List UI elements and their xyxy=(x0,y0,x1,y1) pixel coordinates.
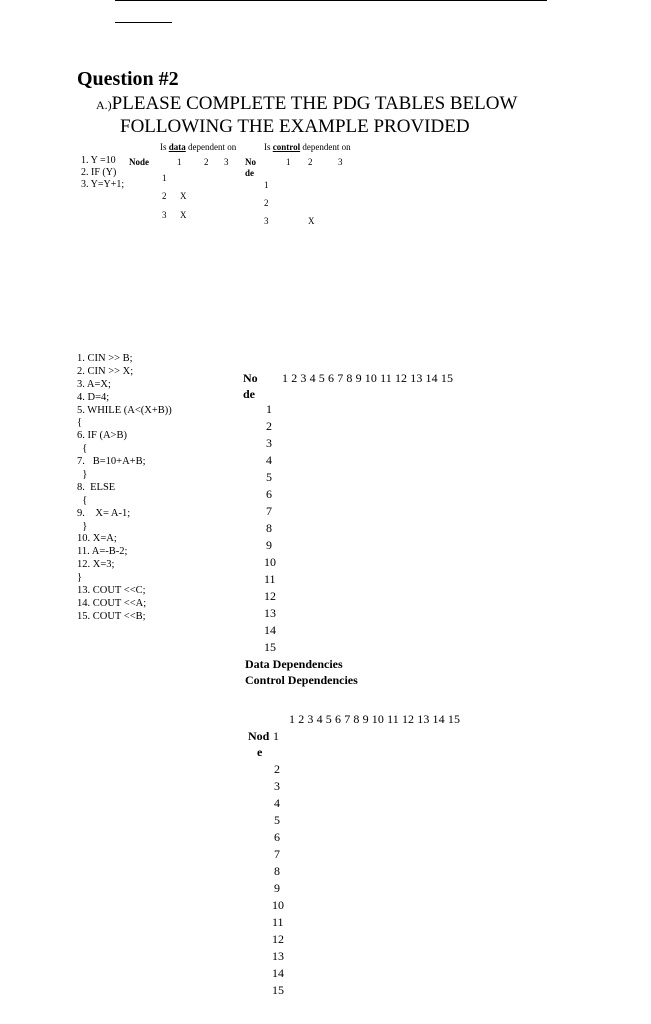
instruction-line-2: FOLLOWING THE EXAMPLE PROVIDED xyxy=(120,116,470,137)
data-dependencies-label: Data Dependencies xyxy=(245,657,343,671)
data-row-number: 13 xyxy=(264,606,276,620)
code-line: 13. COUT <<C; xyxy=(77,585,146,597)
code-line: } xyxy=(77,520,88,532)
control-row-number: 1 xyxy=(273,729,279,743)
control-row-number: 5 xyxy=(274,813,280,827)
code-line: 4. D=4; xyxy=(77,391,110,403)
code-line: } xyxy=(77,572,83,584)
code-line: 1. CIN >> B; xyxy=(77,353,133,364)
short-rule xyxy=(115,22,172,23)
control-row-number: 4 xyxy=(274,796,280,810)
example-code-line: 1. Y =10 xyxy=(81,155,116,166)
data-row-number: 8 xyxy=(266,521,272,535)
code-line: 3. A=X; xyxy=(77,378,111,390)
control-table-node-label: Nod xyxy=(248,729,270,743)
example-control-col: 3 xyxy=(338,157,343,167)
top-rule xyxy=(115,0,547,1)
dependency-mark: X xyxy=(308,216,315,226)
control-row-number: 11 xyxy=(272,915,284,929)
example-data-node-label: Node xyxy=(129,157,149,167)
example-data-row: 1 xyxy=(162,173,167,183)
dependency-mark: X xyxy=(180,210,187,220)
code-line: 11. A=-B-2; xyxy=(77,546,128,558)
control-row-number: 13 xyxy=(272,949,284,963)
example-data-col: 2 xyxy=(204,157,209,167)
example-data-col: 3 xyxy=(224,157,229,167)
data-row-number: 3 xyxy=(266,436,272,450)
example-code-line: 3. Y=Y+1; xyxy=(81,179,125,190)
control-row-number: 6 xyxy=(274,830,280,844)
data-row-number: 9 xyxy=(266,538,272,552)
code-line: 10. X=A; xyxy=(77,533,117,545)
control-dependency-header: Is control dependent on xyxy=(264,142,351,152)
control-row-number: 7 xyxy=(274,847,280,861)
example-data-row: 2 xyxy=(162,191,167,201)
control-row-number: 3 xyxy=(274,779,280,793)
control-row-number: 14 xyxy=(272,966,284,980)
data-row-number: 7 xyxy=(266,504,272,518)
data-row-number: 11 xyxy=(264,572,276,586)
example-control-col: 2 xyxy=(308,157,313,167)
code-line: { xyxy=(77,443,88,455)
control-row-number: 2 xyxy=(274,762,280,776)
data-row-number: 2 xyxy=(266,419,272,433)
data-row-number: 4 xyxy=(266,453,272,467)
code-line: 8. ELSE xyxy=(77,481,116,493)
instruction-line-1 xyxy=(96,93,517,115)
example-control-node-label: No xyxy=(245,157,256,167)
instruction-prefix: A.) xyxy=(96,98,112,112)
data-row-number: 12 xyxy=(264,589,276,603)
control-row-number: 12 xyxy=(272,932,284,946)
control-table-node-label: e xyxy=(257,745,263,759)
example-data-col: 1 xyxy=(177,157,182,167)
code-line: 2. CIN >> X; xyxy=(77,365,134,377)
question-title: Question #2 xyxy=(77,68,179,90)
code-line: 12. X=3; xyxy=(77,559,115,571)
data-row-number: 10 xyxy=(264,555,276,569)
code-line: 7. B=10+A+B; xyxy=(77,456,146,468)
code-line: { xyxy=(77,417,83,429)
control-table-column-header: 1 2 3 4 5 6 7 8 9 10 11 12 13 14 15 xyxy=(289,712,461,726)
example-control-node-label: de xyxy=(245,168,254,178)
control-dependencies-label: Control Dependencies xyxy=(245,673,358,687)
code-line: 6. IF (A>B) xyxy=(77,430,127,442)
control-row-number: 9 xyxy=(274,881,280,895)
code-line: 14. COUT <<A; xyxy=(77,597,147,609)
example-control-row: 1 xyxy=(264,180,269,190)
data-table-node-label: de xyxy=(243,387,255,401)
control-row-number: 10 xyxy=(272,898,284,912)
code-line: 5. WHILE (A<(X+B)) xyxy=(77,404,172,416)
example-code-line: 2. IF (Y) xyxy=(81,167,117,178)
code-line: { xyxy=(77,494,88,506)
code-line: 9. X= A-1; xyxy=(77,507,131,519)
data-table-node-label: No xyxy=(243,371,258,385)
example-control-col: 1 xyxy=(286,157,291,167)
data-row-number: 14 xyxy=(264,623,276,637)
code-line: } xyxy=(77,469,88,481)
example-control-row: 2 xyxy=(264,198,269,208)
data-table-column-header: 1 2 3 4 5 6 7 8 9 10 11 12 13 14 15 xyxy=(282,371,454,385)
code-line: 15. COUT <<B; xyxy=(77,610,146,622)
data-row-number: 5 xyxy=(266,470,272,484)
example-code xyxy=(81,155,124,191)
data-dependency-header: Is data dependent on xyxy=(160,142,237,152)
problem-code xyxy=(77,353,172,624)
instruction-text-1: PLEASE COMPLETE THE PDG TABLES BELOW xyxy=(111,93,518,114)
data-row-number: 1 xyxy=(266,402,272,416)
example-data-row: 3 xyxy=(162,210,167,220)
data-row-number: 15 xyxy=(264,640,276,654)
dependency-mark: X xyxy=(180,191,187,201)
control-row-number: 15 xyxy=(272,983,284,997)
example-control-row: 3 xyxy=(264,216,269,226)
data-row-number: 6 xyxy=(266,487,272,501)
control-row-number: 8 xyxy=(274,864,280,878)
